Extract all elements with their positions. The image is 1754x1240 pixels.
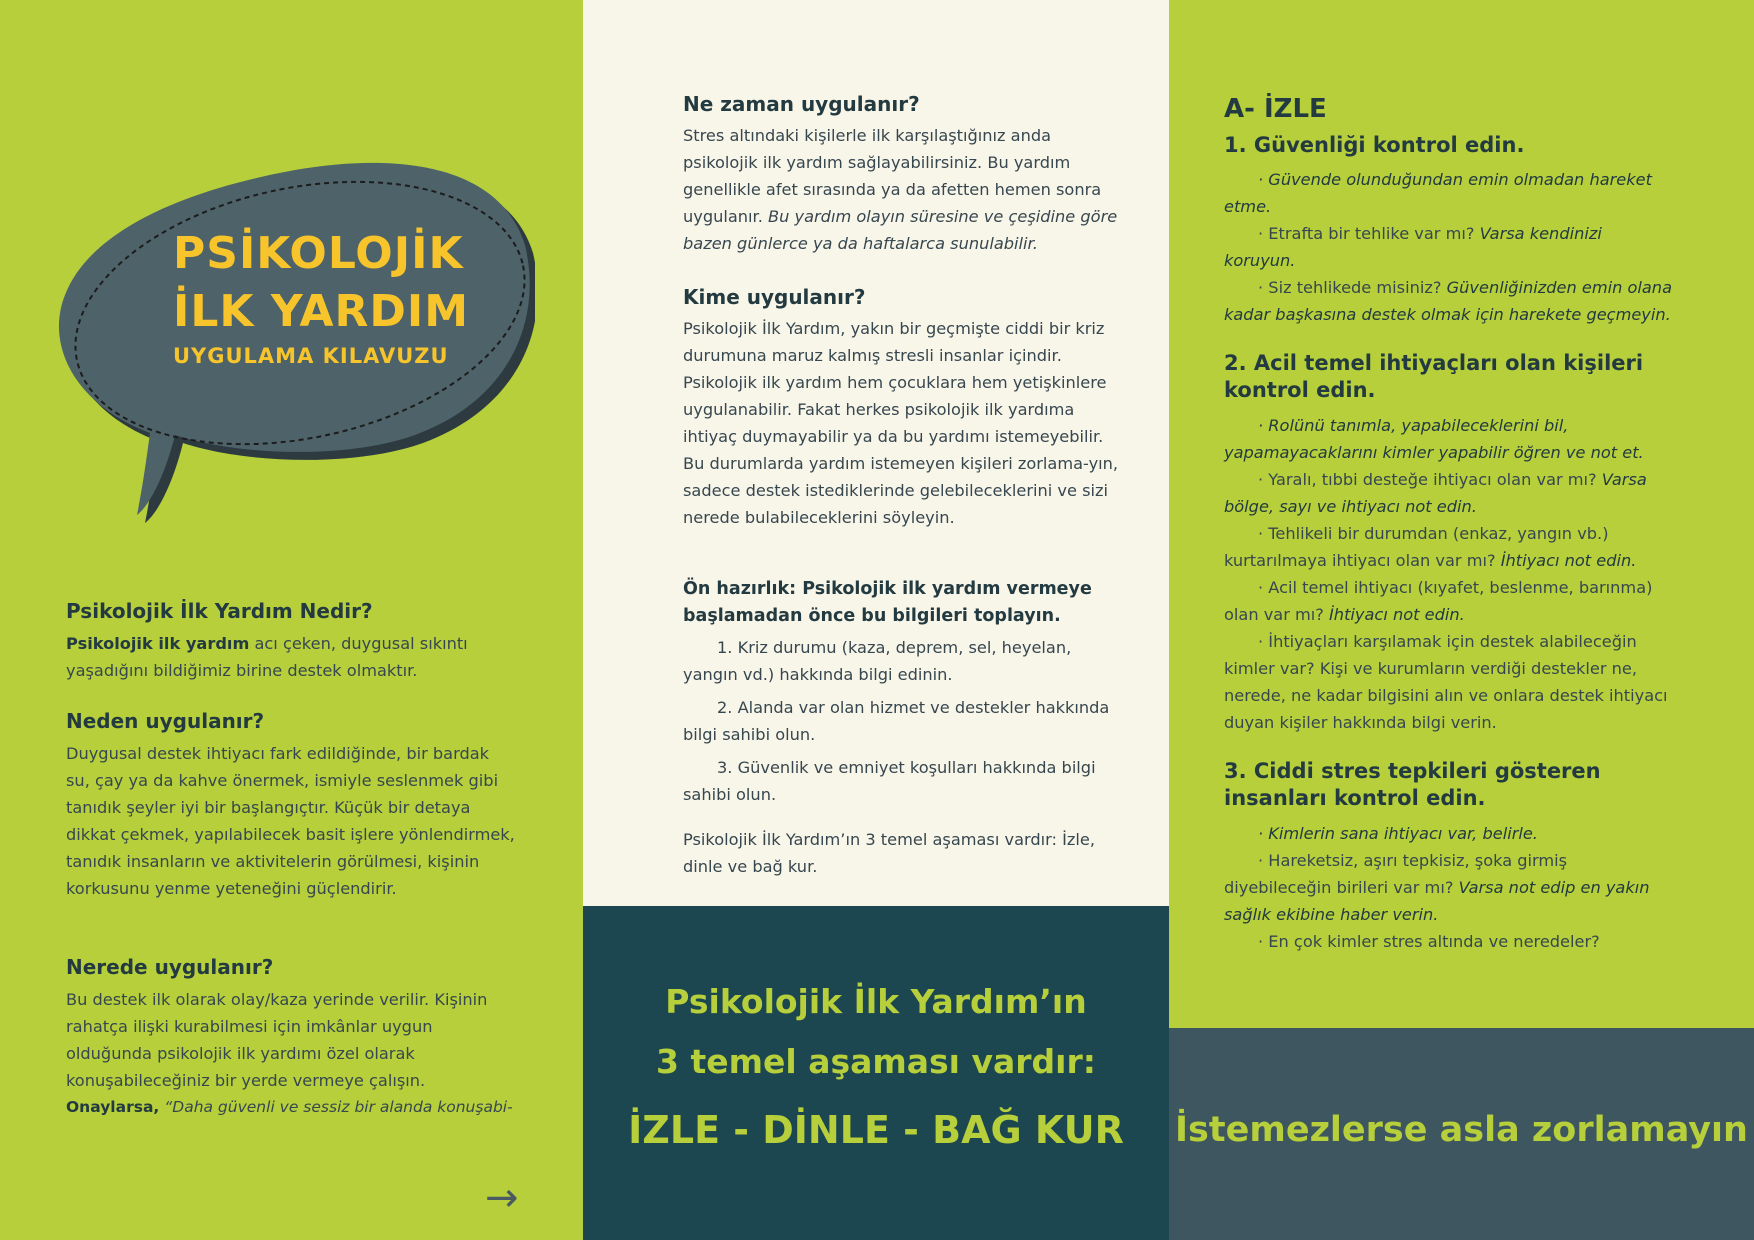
what-text: acı çeken, duygusal sıkıntı yaşadığını bildiğimiz birine destek olmaktır.: [66, 634, 468, 680]
where-heading: Nerede uygulanır?: [66, 955, 274, 979]
cover-speech-bubble: [55, 135, 535, 525]
why-text: Duygusal destek ihtiyacı fark edildiğinde, bir bardak su, çay ya da kahve önermek, ismiyle seslenmek gibi tanıdık şeyler iyi bir başlangıçtır. Küçük bir detaya dikkat çekmek, yapılabilecek basit işlere yönlendirmek, tanıdık insanların ve aktivitelerin görülmesi, kişinin korkusunu yenme yeteneğini güçlendirir.: [66, 744, 515, 898]
s1-b2: · Etrafta bir tehlike var mı?: [1258, 224, 1475, 243]
s1-b1: · Güvende olunduğundan emin olmadan hareket etme.: [1224, 170, 1652, 216]
section-where: [66, 952, 516, 1121]
s2-b2-it: Varsa bölge, sayı ve ihtiyacı not edin.: [1224, 470, 1647, 516]
section-why: [66, 706, 516, 902]
section-when: [683, 89, 1123, 257]
stages-text: Psikolojik İlk Yardım’ın 3 temel aşaması vardır: İzle, dinle ve bağ kur.: [683, 830, 1095, 876]
why-heading: Neden uygulanır?: [66, 709, 265, 733]
s3-heading: 3. Ciddi stres tepkileri gösteren insanları kontrol edin.: [1224, 759, 1601, 810]
confirm-italic: “Daha güvenli ve sessiz bir alanda konuşabi-: [159, 1098, 513, 1116]
cover-subtitle: UYGULAMA KILAVUZU: [173, 344, 449, 368]
prep-heading: Ön hazırlık: Psikolojik ilk yardım vermeye başlamadan önce bu bilgileri toplayın.: [683, 579, 1092, 626]
s2-b4: · Acil temel ihtiyacı (kıyafet, beslenme, barınma) olan var mı?: [1224, 578, 1653, 624]
middle-banner-line3: İZLE - DİNLE - BAĞ KUR: [628, 1108, 1124, 1152]
when-heading: Ne zaman uygulanır?: [683, 92, 920, 116]
s2-b3: · Tehlikeli bir durumdan (enkaz, yangın vb.) kurtarılmaya ihtiyacı olan var mı?: [1224, 524, 1609, 570]
s2-b5: · İhtiyaçları karşılamak için destek alabileceğin kimler var? Kişi ve kurumların verdiği destekler ne, nerede, ne kadar bilgisini alın ve onlara destek ihtiyacı duyan kişiler hakkında bilgi verin.: [1224, 632, 1668, 732]
s2-b2: · Yaralı, tıbbi desteğe ihtiyacı olan var mı?: [1258, 470, 1597, 489]
s3-b1: · Kimlerin sana ihtiyacı var, belirle.: [1258, 824, 1538, 843]
section-what: [66, 596, 516, 684]
s2-b4-it: İhtiyacı not edin.: [1323, 605, 1465, 624]
what-bold: Psikolojik ilk yardım: [66, 634, 250, 653]
prep-item-1: 1. Kriz durumu (kaza, deprem, sel, heyelan, yangın vd.) hakkında bilgi edinin.: [683, 638, 1072, 684]
section-watch: [1224, 92, 1674, 955]
s1-b2-it: Varsa kendinizi koruyun.: [1224, 224, 1602, 270]
section-whom: [683, 282, 1123, 531]
when-italic: Bu yardım olayın süresine ve çeşidine göre bazen günlerce ya da haftalarca sunulabilir.: [683, 207, 1118, 253]
prep-item-2: 2. Alanda var olan hizmet ve destekler hakkında bilgi sahibi olun.: [683, 698, 1110, 744]
cover-title-line2: İLK YARDIM: [173, 286, 470, 337]
whom-text: Psikolojik İlk Yardım, yakın bir geçmişte ciddi bir kriz durumuna maruz kalmış stresli insanlar içindir. Psikolojik ilk yardım hem çocuklara hem yetişkinlere uygulanabilir. Fakat herkes psikolojik ilk yardıma ihtiyaç duymayabilir ya da bu yardımı istemeyebilir. Bu durumlarda yardım istemeyen kişileri zorlama-yın, sadece destek istediklerinde gelebileceklerini ve sizi nerede bulabileceklerini söyleyin.: [683, 319, 1119, 527]
s3-b2-it: Varsa not edip en yakın sağlık ekibine haber verin.: [1224, 878, 1650, 924]
s2-heading: 2. Acil temel ihtiyaçları olan kişileri kontrol edin.: [1224, 351, 1644, 402]
s3-b2: · Hareketsiz, aşırı tepkisiz, şoka girmiş diyebileceğin birileri var mı?: [1224, 851, 1568, 897]
s1-heading: 1. Güvenliği kontrol edin.: [1224, 133, 1525, 157]
what-heading: Psikolojik İlk Yardım Nedir?: [66, 599, 373, 623]
s1-b3: · Siz tehlikede misiniz?: [1258, 278, 1442, 297]
right-banner-text: İstemezlerse asla zorlamayın: [1175, 1110, 1748, 1150]
s2-b3-it: İhtiyacı not edin.: [1495, 551, 1637, 570]
when-text: Stres altındaki kişilerle ilk karşılaştığınız anda psikolojik ilk yardım sağlayabilirsiniz. Bu yardım genellikle afet sırasında ya da afetten hemen sonra uygulanır.: [683, 126, 1102, 226]
s1-b3-it: Güvenliğinizden emin olana kadar başkasına destek olmak için harekete geçmeyin.: [1224, 278, 1672, 324]
s3-b3: · En çok kimler stres altında ve neredeler?: [1258, 932, 1600, 951]
middle-banner-line2: 3 temel aşaması vardır:: [656, 1042, 1096, 1081]
next-arrow-icon[interactable]: →: [485, 1175, 519, 1221]
section-prep: [683, 576, 1123, 880]
where-text: Bu destek ilk olarak olay/kaza yerinde verilir. Kişinin rahatça ilişki kurabilmesi için imkânlar uygun olduğunda psikolojik ilk yardımı özel olarak konuşabileceğiniz bir yerde vermeye çalışın.: [66, 990, 488, 1090]
prep-item-3: 3. Güvenlik ve emniyet koşulları hakkında bilgi sahibi olun.: [683, 758, 1096, 804]
confirm-bold: Onaylarsa,: [66, 1098, 160, 1116]
cover-title-line1: PSİKOLOJİK: [173, 228, 464, 279]
middle-banner-line1: Psikolojik İlk Yardım’ın: [665, 982, 1087, 1021]
watch-heading: A- İZLE: [1224, 94, 1327, 124]
whom-heading: Kime uygulanır?: [683, 285, 866, 309]
s2-b1: · Rolünü tanımla, yapabileceklerini bil, yapamayacaklarını kimler yapabilir öğren ve not et.: [1224, 416, 1644, 462]
